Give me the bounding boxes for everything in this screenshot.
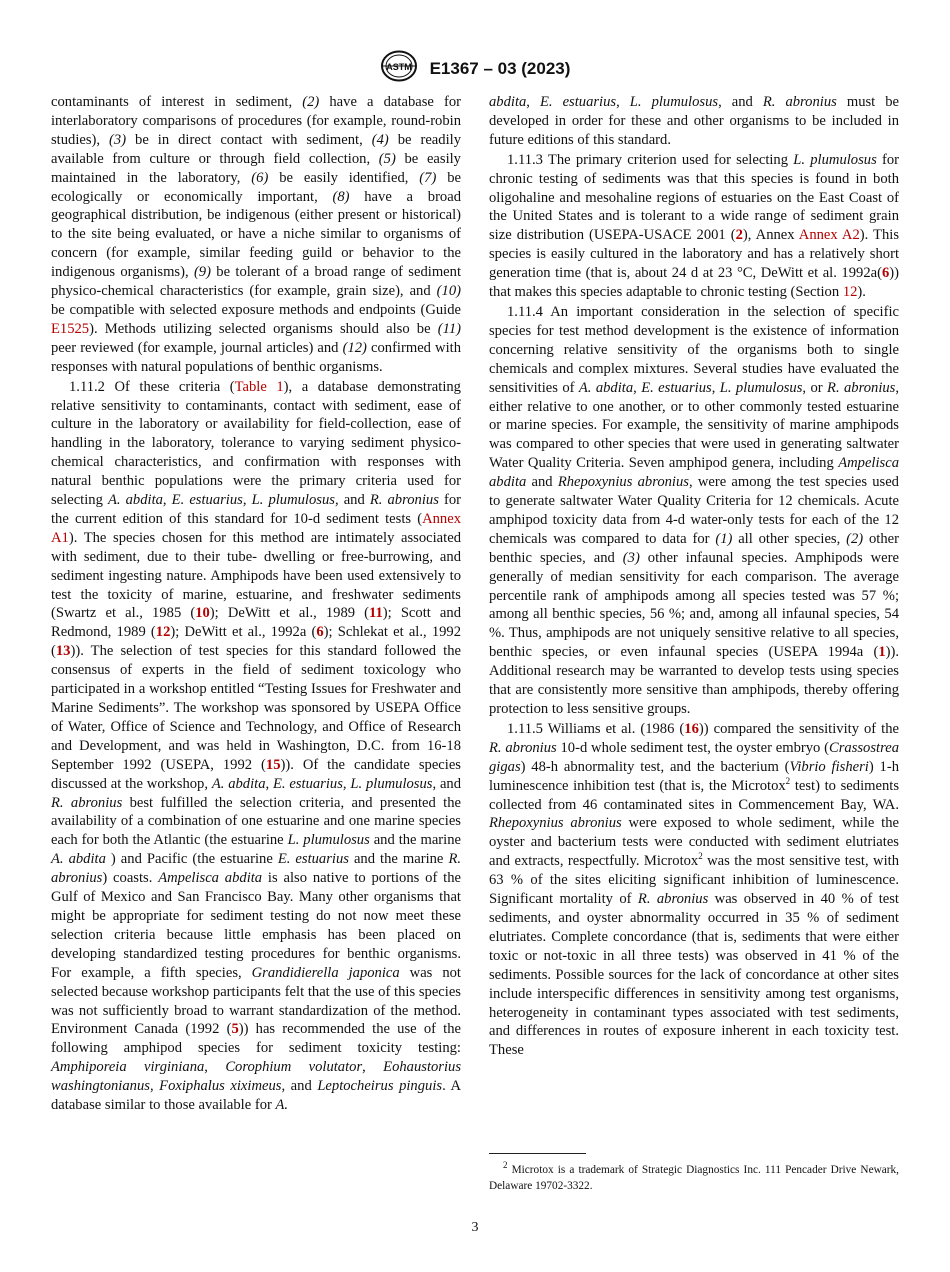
footnote-marker: 2 bbox=[785, 775, 791, 786]
paragraph-1-11-5: 1.11.5 Williams et al. (1986 (16)) compared the sensitivity of the R. abronius 10-d whole sediment test, the oyster embryo (Crassostrea gigas) 48-h abnormality test, and the bacterium (Vibrio fisheri) 1-h luminescence inhibition test (that is, the Microtox$^2$ test) to sediments collected from 46 contaminated sites in Commencement Bay, WA. Rhepoxynius abronius were exposed to whole sediment, while the oyster and bacterium tests were conducted with sediment elutriates and extracts, respectfully. Microtox$^2$ was the most sensitive test, with 63 % of the sites eliciting significant inhibition of luminescence. Significant mortality of R. abronius was observed in 40 % of test sediments, and oyster abnormality occurred in 35 % of sediment elutriates. Complete concordance (that is, sediments that were either toxic or not-toxic in all three tests) was observed in 41 % of the sediments. Possible sources for the lack of concordance at other sites include interspecific differences in sensitivity among test organisms, heterogeneity in contaminant types associated with test sediments, and differences in routes of exposure inherent in each toxicity test. These bbox=[489, 720, 899, 1059]
right-column bbox=[489, 93, 899, 1061]
link-ref-6[interactable]: 6 bbox=[316, 624, 324, 641]
astm-logo-icon bbox=[380, 50, 418, 87]
link-ref-11[interactable]: 11 bbox=[369, 605, 383, 622]
svg-text:ASTM: ASTM bbox=[385, 62, 412, 72]
page-number: 3 bbox=[471, 1220, 479, 1235]
footnote-marker: 2 bbox=[698, 851, 703, 862]
link-table-1[interactable]: Table 1 bbox=[234, 378, 284, 395]
paragraph-1-11-3: 1.11.3 The primary criterion used for selecting L. plumulosus for chronic testing of sediments was that this species is found in both oligohaline and mesohaline regions of estuaries on the East Coast of the United States and is tolerant to a wide range of sediment grain size distribution (USEPA-USACE 2001 (2), Annex Annex A2). This species is easily cultured in the laboratory and has a relatively short generation time (that is, about 24 d at 23 °C, DeWitt et al. 1992a(6)) that makes this species adaptable to chronic testing (Section 12). bbox=[489, 151, 900, 301]
left-column bbox=[51, 93, 461, 1116]
link-section-12[interactable]: 12 bbox=[842, 284, 858, 301]
link-ref-12[interactable]: 12 bbox=[155, 624, 171, 641]
link-guide-e1525[interactable]: E1525 bbox=[51, 320, 90, 337]
page-header bbox=[0, 50, 950, 87]
footnote-rule bbox=[489, 1153, 586, 1154]
link-ref-16[interactable]: 16 bbox=[684, 720, 699, 737]
paragraph-1-11-2: 1.11.2 Of these criteria (Table 1), a database demonstrating relative sensitivity to contaminants, contact with sediment, ease of culture in the laboratory or availability for field-collection, ease of handling in the laboratory, tolerance to varying sediment physico-chemical characteristics, and confirmation with responses with natural benthic populations were the primary criteria used for selecting A. abdita, E. estuarius, L. plumulosus, and R. abronius for the current edition of this standard for 10-d sediment tests (Annex A1). The species chosen for this method are intimately associated with sediment, due to their tube- dwelling or free-burrowing, and sediment ingesting nature. Amphipods have been used extensively to test the toxicity of marine, estuarine, and freshwater sediments (Swartz et al., 1985 (10); DeWitt et al., 1989 (11); Scott and Redmond, 1989 (12); DeWitt et al., 1992a (6); Schlekat et al., 1992 (13)). The selection of test species for this standard followed the consensus of experts in the field of sediment toxicology who participated in a workshop entitled “Testing Issues for Freshwater and Marine Sediments”. The workshop was sponsored by USEPA Office of Water, Office of Science and Technology, and Office of Research and Development, and was held in Washington, D.C. from 16-18 September 1992 (USEPA, 1992 (15)). Of the candidate species discussed at the workshop, A. abdita, E. estuarius, L. plumulosus, and R. abronius best fulfilled the selection criteria, and presented the availability of a combination of one estuarine and one marine species each for both the Atlantic (the estuarine L. plumulosus and the marine A. abdita ) and Pacific (the estuarine E. estuarius and the marine R. abronius) coasts. Ampelisca abdita is also native to portions of the Gulf of Mexico and San Francisco Bay. Many other organisms that might be appropriate for sediment testing do not now meet these selection criteria because little emphasis has been placed on developing standardized testing procedures for benthic organisms. For example, a fifth species, Grandidierella japonica was not selected because workshop participants felt that the use of this species was not sufficiently broad to warrant standardization of the method. Environment Canada (1992 (5)) has recommended the use of the following amphipod species for sediment toxicity testing: Amphiporeia virginiana, Corophium volutator, Eohaustorius washingtonianus, Foxiphalus xiximeus, and Leptocheirus pinguis. A database similar to those available for A. bbox=[51, 378, 462, 1114]
link-ref-15[interactable]: 15 bbox=[265, 756, 281, 773]
paragraph-1-11-4: 1.11.4 An important consideration in the selection of specific species for test method development is the existence of information concerning relative sensitivity of the organisms both to single chemicals and complex mixtures. Several studies have evaluated the sensitivities of A. abdita, E. estuarius, L. plumulosus, or R. abronius, either relative to one another, or to other commonly tested estuarine or marine species. For example, the sensitivity of marine amphipods was compared to other species that were used in generating saltwater Water Quality Criteria. Seven amphipod genera, including Ampelisca abdita and Rhepoxynius abronius, were among the test species used to generate saltwater Water Quality Criteria for 12 chemicals. Acute amphipod toxicity data from 4-d water-only tests for each of the 12 chemicals was compared to data for (1) all other species, (2) other benthic species, and (3) other infaunal species. Amphipods were generally of median sensitivity for each comparison. The average percentile rank of amphipods among all species tested was 57 %; among all benthic species, 56 %; and, among all infaunal species, 54 %. Thus, amphipods are not uniquely sensitive relative to all species, benthic species, or even infaunal species (USEPA 1994a (1)). Additional research may be warranted to develop tests using species that are consistently more sensitive than amphipods, thereby offering protection to less sensitive groups. bbox=[489, 303, 900, 717]
link-ref-2[interactable]: 2 bbox=[735, 227, 743, 244]
link-ref-5[interactable]: 5 bbox=[231, 1021, 239, 1038]
footnote bbox=[489, 1162, 899, 1194]
footnote-number: 2 bbox=[503, 1160, 508, 1171]
link-ref-10[interactable]: 10 bbox=[195, 605, 210, 622]
paragraph-criteria-list: contaminants of interest in sediment, (2) have a database for interlaboratory comparisons of procedures (for example, round-robin studies), (3) be in direct contact with sediment, (4) be readily available from culture or through field collection, (5) be easily maintained in the laboratory, (6) be easily identified, (7) be ecologically or economically important, (8) have a broad geographical distribution, be indigenous (either present or historical) to the site being evaluated, or have a niche similar to organisms of concern (for example, similar feeding guild or behavior to the indigenous organisms), (9) be tolerant of a broad range of sediment physico-chemical characteristics (for example, grain size), and (10) be compatible with selected exposure methods and endpoints (Guide E1525). Methods utilizing selected organisms should also be (11) peer reviewed (for example, journal articles) and (12) confirmed with responses with natural populations of benthic organisms. bbox=[51, 94, 462, 375]
link-annex-a2[interactable]: Annex A2 bbox=[798, 227, 860, 244]
footnote-text: Microtox is a trademark of Strategic Diagnostics Inc. 111 Pencader Drive Newark, Delaware 19702-3322. bbox=[489, 1164, 899, 1192]
link-ref-6[interactable]: 6 bbox=[881, 265, 890, 282]
paragraph-continuation: abdita, E. estuarius, L. plumulosus, and R. abronius must be developed in order for these and other organisms to be included in future editions of this standard. bbox=[489, 94, 900, 148]
link-ref-13[interactable]: 13 bbox=[55, 643, 71, 660]
standard-designation: E1367 – 03 (2023) bbox=[429, 58, 571, 78]
link-annex-a1[interactable]: Annex A1 bbox=[51, 510, 461, 546]
link-ref-1[interactable]: 1 bbox=[878, 644, 886, 661]
